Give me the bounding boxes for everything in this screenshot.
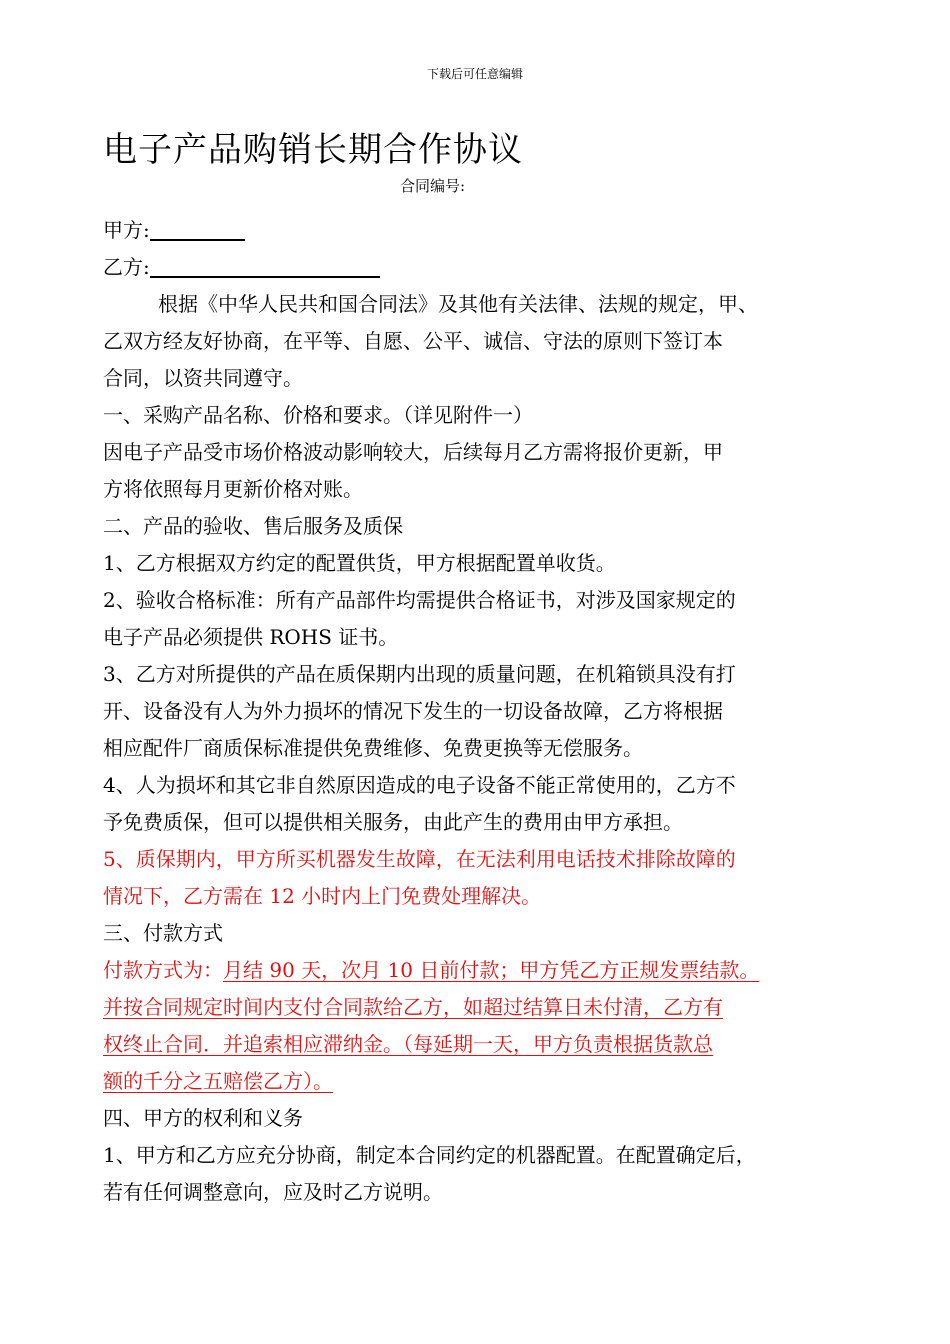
section-1-heading: 一、采购产品名称、价格和要求。（详见附件一） [103, 403, 533, 427]
section-1-text: 方将依照每月更新价格对账。 [103, 477, 363, 501]
contract-body [103, 212, 823, 1211]
section-2-heading: 二、产品的验收、售后服务及质保 [103, 514, 403, 538]
section-2-item-1: 1、乙方根据双方约定的配置供货，甲方根据配置单收货。 [103, 551, 616, 575]
party-b-blank [150, 254, 380, 278]
document-title: 电子产品购销长期合作协议 [103, 130, 523, 170]
party-a-line [103, 212, 823, 249]
section-2-item-2: 电子产品必须提供 ROHS 证书。 [103, 625, 399, 649]
payment-terms-line [103, 952, 823, 989]
party-b-line [103, 249, 823, 286]
payment-terms-line [103, 1063, 823, 1100]
payment-terms-line [103, 1026, 823, 1063]
section-4-heading: 四、甲方的权利和义务 [103, 1106, 303, 1130]
section-2-item-3: 3、乙方对所提供的产品在质保期内出现的质量问题，在机箱锁具没有打 [103, 662, 736, 686]
section-2-item-4: 予免费质保，但可以提供相关服务，由此产生的费用由甲方承担。 [103, 810, 683, 834]
section-4-item-1: 1、甲方和乙方应充分协商，制定本合同约定的机器配置。在配置确定后， [103, 1143, 756, 1167]
section-2-item-4: 4、人为损坏和其它非自然原因造成的电子设备不能正常使用的，乙方不 [103, 773, 736, 797]
section-2-item-2: 2、验收合格标准：所有产品部件均需提供合格证书，对涉及国家规定的 [103, 588, 736, 612]
contract-number-label: 合同编号: [400, 177, 466, 195]
payment-terms-line [103, 989, 823, 1026]
party-a-blank [150, 217, 245, 241]
section-1-text: 因电子产品受市场价格波动影响较大，后续每月乙方需将报价更新，甲 [103, 440, 723, 464]
section-2-item-3: 相应配件厂商质保标准提供免费维修、免费更换等无偿服务。 [103, 736, 643, 760]
section-2-item-5: 5、质保期内，甲方所买机器发生故障，在无法利用电话技术排除故障的 [103, 847, 736, 871]
section-2-item-5: 情况下，乙方需在 12 小时内上门免费处理解决。 [103, 884, 542, 908]
section-2-item-3: 开、设备没有人为外力损坏的情况下发生的一切设备故障，乙方将根据 [103, 699, 723, 723]
section-4-item-1: 若有任何调整意向，应及时乙方说明。 [103, 1180, 443, 1204]
intro-line: 乙双方经友好协商，在平等、自愿、公平、诚信、守法的原则下签订本 [103, 329, 723, 353]
intro-line: 根据《中华人民共和国合同法》及其他有关法律、法规的规定，甲、 [158, 292, 758, 316]
section-3-heading: 三、付款方式 [103, 921, 223, 945]
header-note: 下载后可任意编辑 [426, 67, 523, 81]
intro-line: 合同，以资共同遵守。 [103, 366, 303, 390]
payment-terms-text: 并按合同规定时间内支付合同款给乙方，如超过结算日未付清，乙方有 [103, 995, 723, 1019]
party-b-label: 乙方: [103, 255, 150, 279]
payment-terms-prefix: 付款方式为： [103, 958, 223, 982]
payment-terms-text: 权终止合同．并追索相应滞纳金。（每延期一天，甲方负责根据货款总 [103, 1032, 713, 1056]
payment-terms-text: 额的千分之五赔偿乙方）。 [103, 1069, 333, 1093]
party-a-label: 甲方: [103, 218, 150, 242]
payment-terms-highlight: 月结 90 天，次月 10 日前付款；甲方凭乙方正规发票结款。 [223, 958, 760, 982]
